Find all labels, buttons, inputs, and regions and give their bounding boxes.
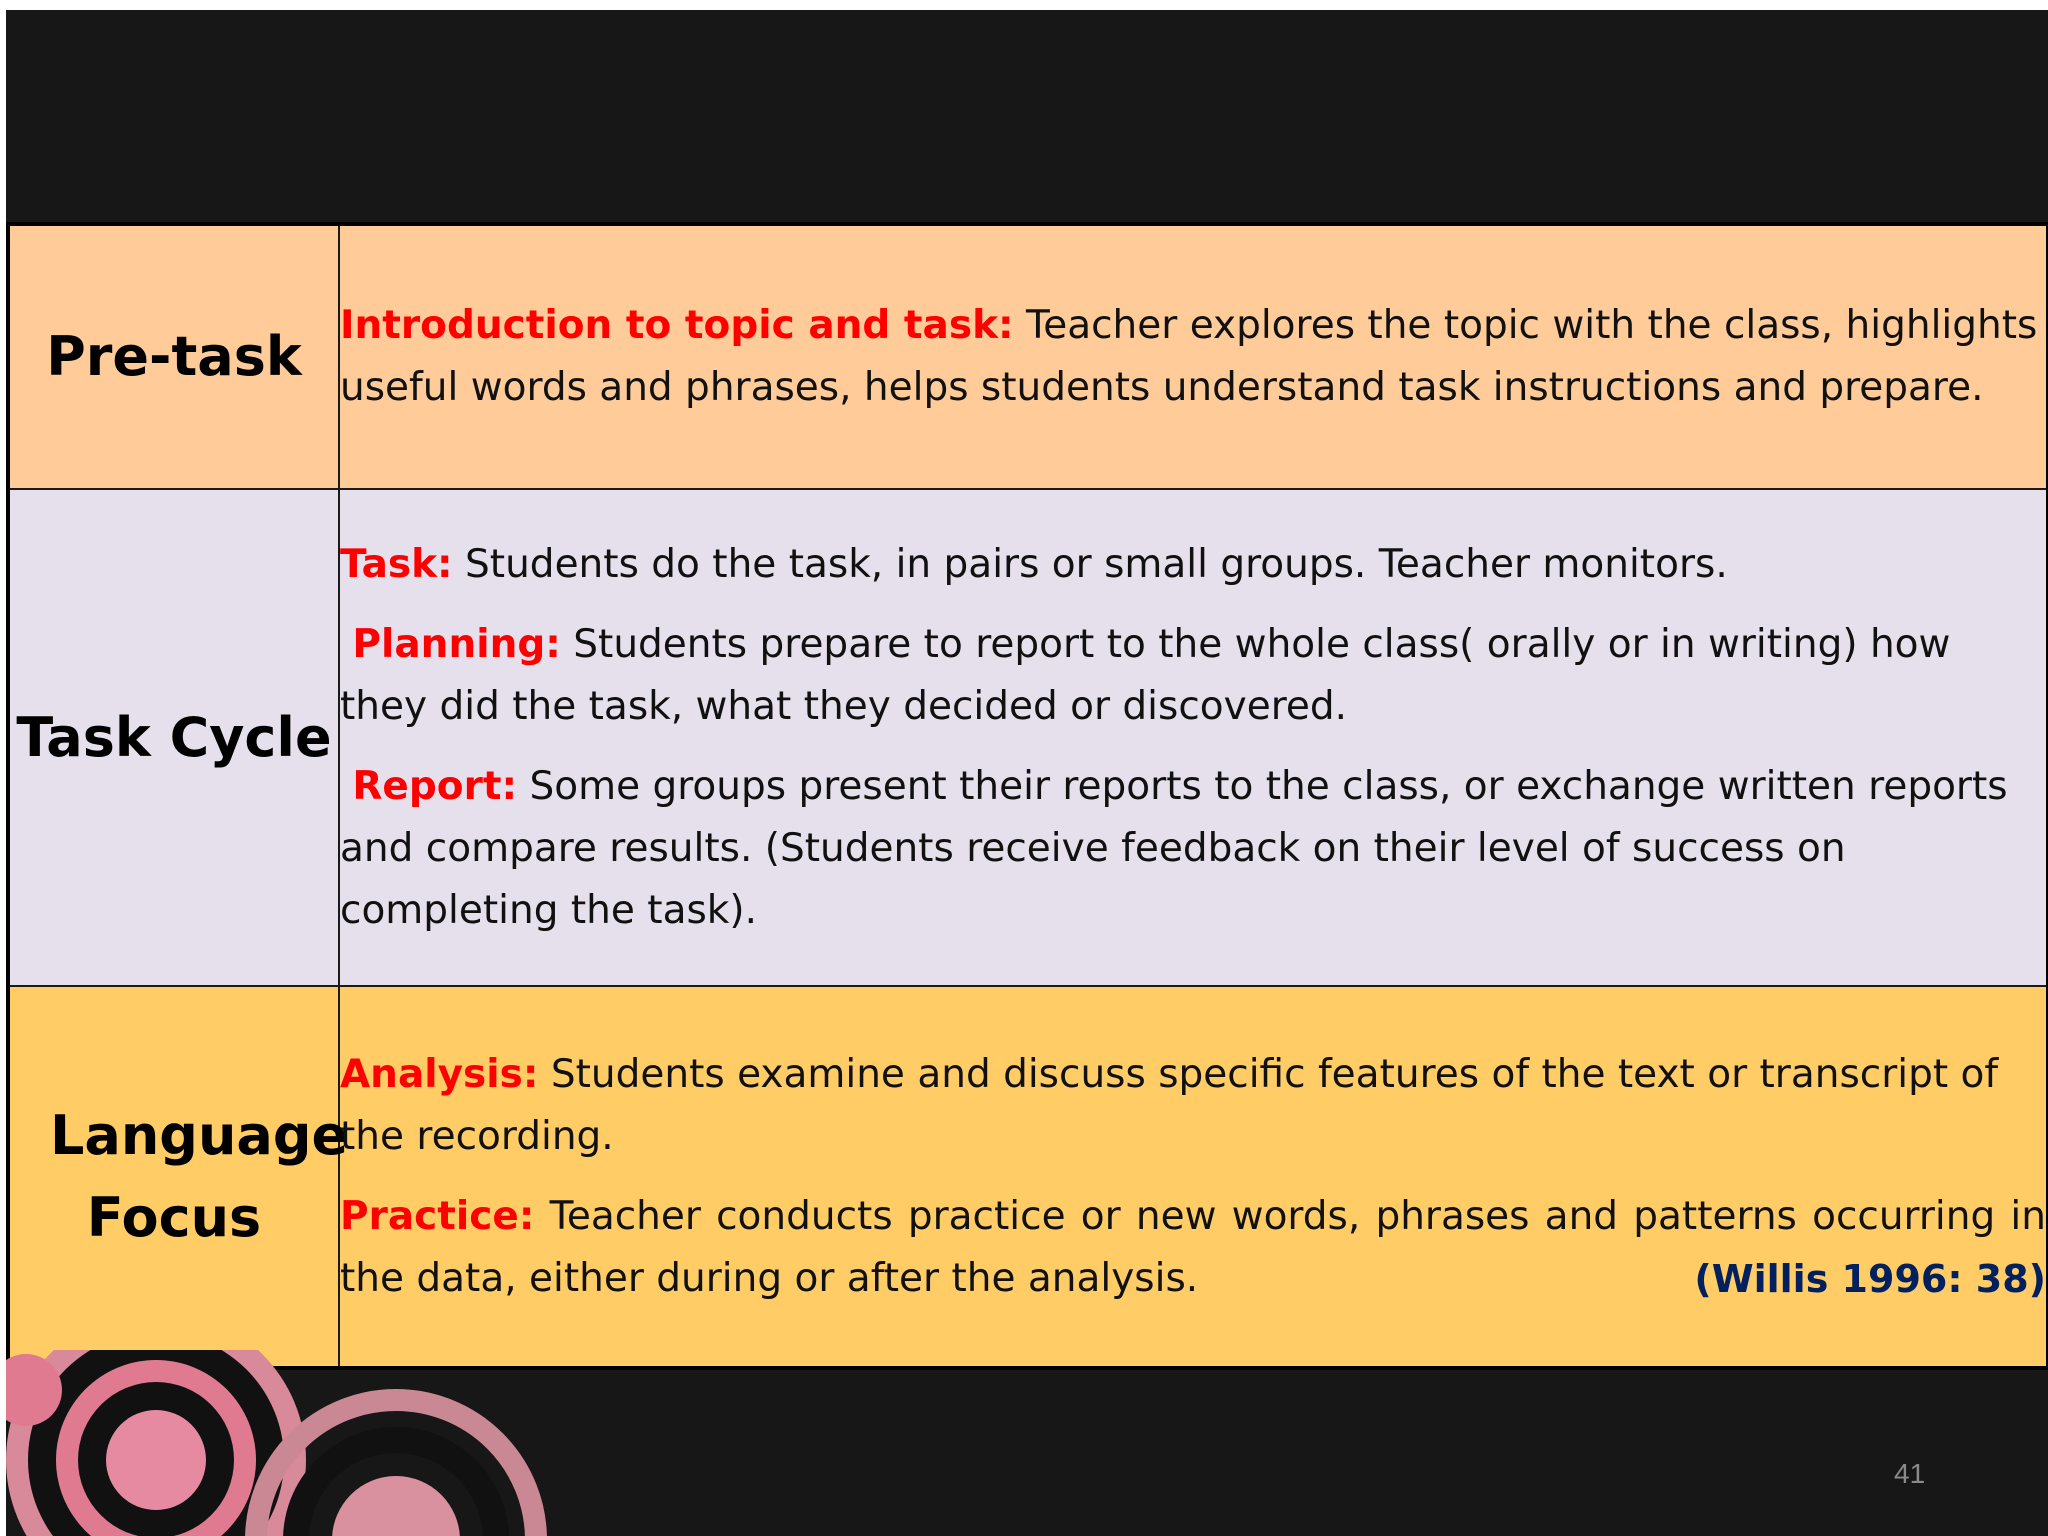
row-label-pre-task: Pre-task — [8, 224, 339, 489]
entry-practice — [340, 1186, 2046, 1310]
task-framework-table — [6, 222, 2048, 1370]
text-task: Students do the task, in pairs or small groups. Teacher monitors. — [465, 541, 1728, 587]
row-content-language-focus — [339, 986, 2048, 1368]
decorative-circles — [6, 1350, 566, 1536]
entry-report — [340, 756, 2046, 942]
text-planning: Students prepare to report to the whole class( orally or in writing) how they did the task, what they decided or discovered. — [340, 621, 1951, 729]
table-row-language-focus — [8, 986, 2048, 1368]
entry-introduction — [340, 295, 2046, 419]
entry-task — [340, 534, 2046, 596]
row-label-task-cycle: Task Cycle — [8, 489, 339, 986]
term-analysis: Analysis: — [340, 1051, 539, 1097]
term-introduction: Introduction to topic and task: — [340, 302, 1014, 348]
row-label-language-focus: Language Focus — [8, 986, 339, 1368]
term-practice: Practice: — [340, 1193, 535, 1239]
table-row-task-cycle — [8, 489, 2048, 986]
term-task: Task: — [340, 541, 453, 587]
table-row-pre-task — [8, 224, 2048, 489]
citation: (Willis 1996: 38) — [1694, 1256, 2046, 1301]
entry-analysis — [340, 1044, 2046, 1168]
text-practice: Teacher conducts practice or new words, phrases and patterns occurring in the data, either during or after the analysis. — [340, 1193, 2046, 1301]
text-analysis: Students examine and discuss specific features of the text or transcript of the recording. — [340, 1051, 1999, 1159]
slide — [6, 10, 2048, 1536]
page-number: 41 — [1894, 1458, 1926, 1489]
term-report: Report: — [352, 763, 518, 809]
term-planning: Planning: — [352, 621, 561, 667]
text-report: Some groups present their reports to the class, or exchange written reports and compare results. (Students receive feedback on their level of success on completing the task). — [340, 763, 2008, 933]
row-content-task-cycle — [339, 489, 2048, 986]
row-content-pre-task — [339, 224, 2048, 489]
text-introduction: Teacher explores the topic with the class, highlights useful words and phrases, helps students understand task instructions and prepare. — [340, 302, 2038, 410]
entry-planning — [340, 614, 2046, 738]
